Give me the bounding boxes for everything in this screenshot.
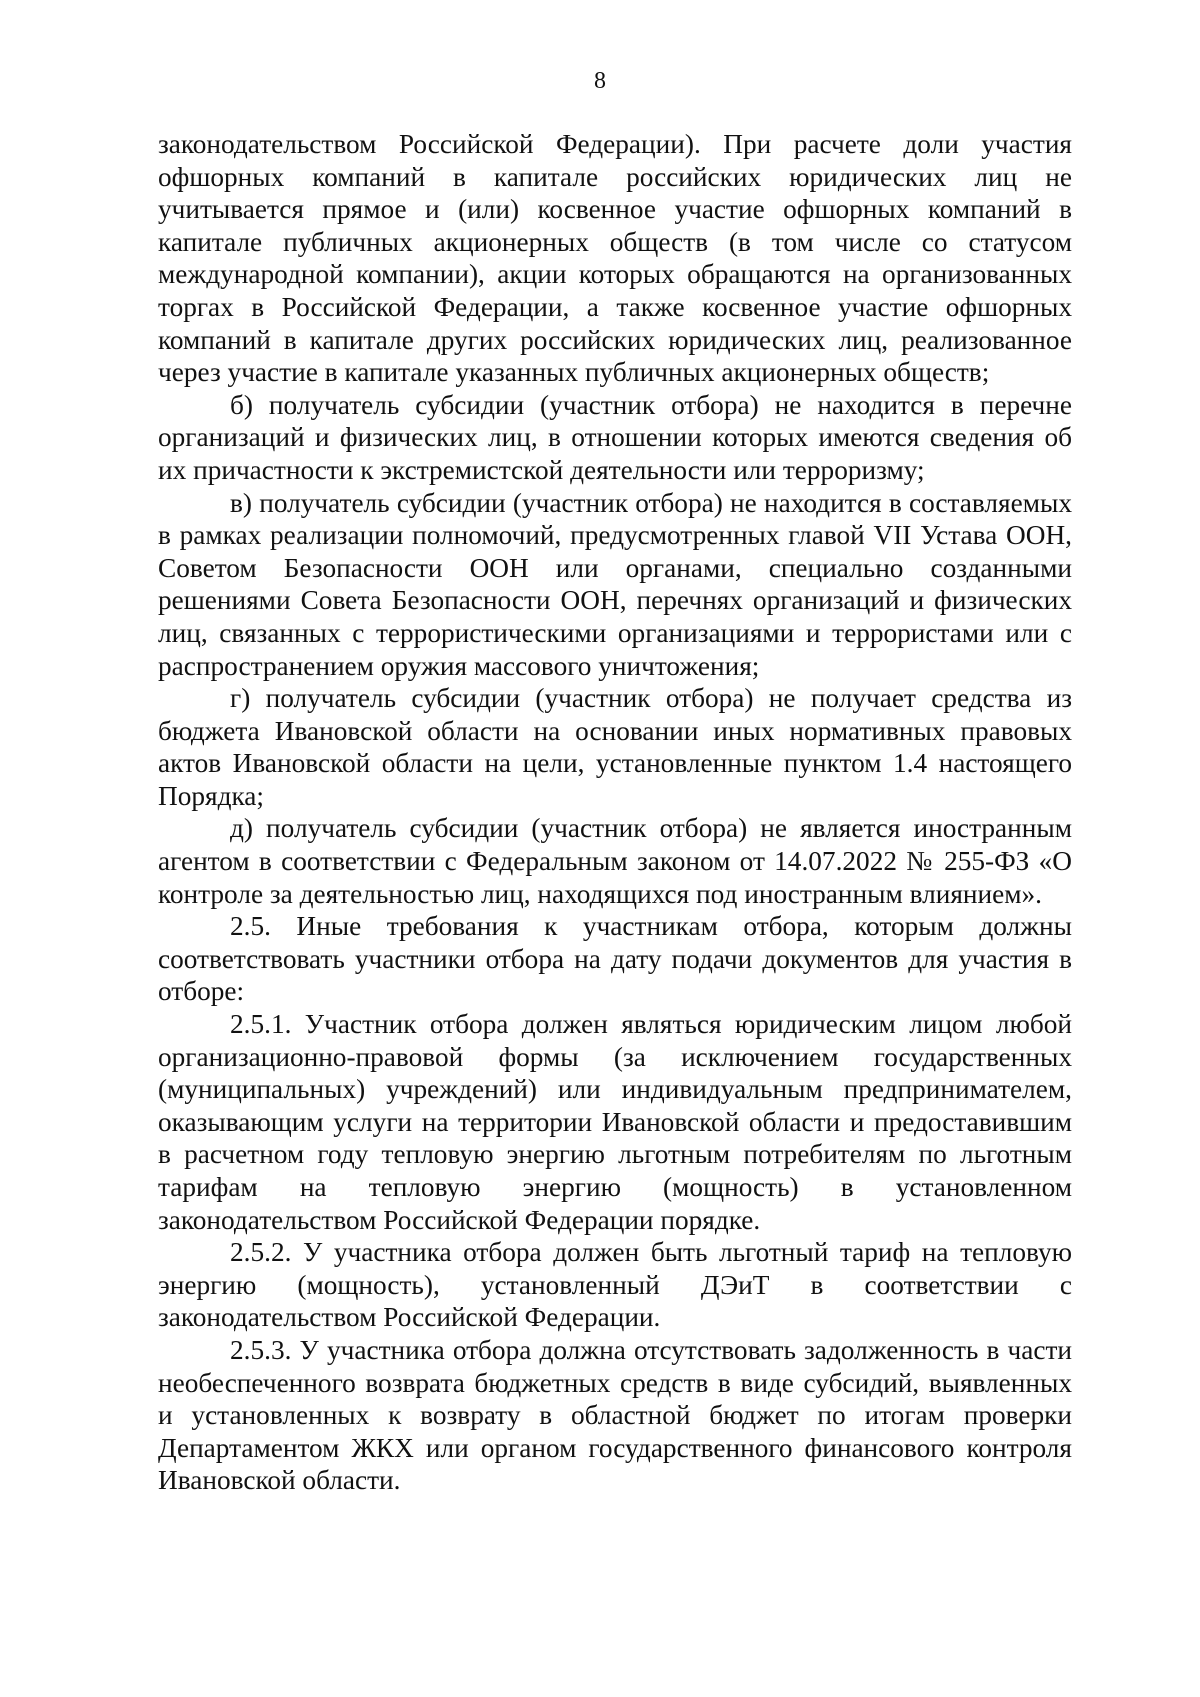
paragraph-2-5-1-legal-entity: 2.5.1. Участник отбора должен являться юридическим лицом любой организационно-правовой формы (за исключением государственных (муниципальных) учреждений) или индивидуальным предпринимателем, оказывающим услуги на территории Ивановской области и предоставившим в расчетном году тепловую энергию льготным потребителям по льготным тарифам на тепловую энергию (мощность) в установленном законодательством Российской Федерации порядке.: [158, 1009, 1072, 1235]
paragraph-2-5-2-preferential-tariff: 2.5.2. У участника отбора должен быть льготный тариф на тепловую энергию (мощность), установленный ДЭиТ в соответствии с законодательством Российской Федерации.: [158, 1237, 1072, 1333]
paragraph-2-5-other-requirements: 2.5. Иные требования к участникам отбора, которым должны соответствовать участники отбора на дату подачи документов для участия в отборе:: [158, 911, 1072, 1007]
paragraph-g-budget-funds: г) получатель субсидии (участник отбора) не получает средства из бюджета Ивановской области на основании иных нормативных правовых актов Ивановской области на цели, установленные пунктом 1.4 настоящего Порядка;: [158, 683, 1072, 811]
paragraph-d-foreign-agent: д) получатель субсидии (участник отбора) не является иностранным агентом в соответствии с Федеральным законом от 14.07.2022 № 255-ФЗ «О контроле за деятельностью лиц, находящихся под иностранным влиянием».: [158, 813, 1072, 909]
paragraph-continuation-offshore: законодательством Российской Федерации). При расчете доли участия офшорных компаний в капитале российских юридических лиц не учитывается прямое и (или) косвенное участие офшорных компаний в капитале публичных акционерных обществ (в том числе со статусом международной компании), акции которых обращаются на организованных торгах в Российской Федерации, а также косвенное участие офшорных компаний в капитале других российских юридических лиц, реализованное через участие в капитале указанных публичных акционерных обществ;: [158, 129, 1072, 388]
paragraph-b-extremism-list: б) получатель субсидии (участник отбора) не находится в перечне организаций и физических лиц, в отношении которых имеются сведения об их причастности к экстремистской деятельности или терроризму;: [158, 389, 1072, 485]
paragraph-v-un-lists: в) получатель субсидии (участник отбора) не находится в составляемых в рамках реализации полномочий, предусмотренных главой VII Устава ООН, Советом Безопасности ООН или органами, специально созданными решениями Совета Безопасности ООН, перечнях организаций и физических лиц, связанных с террористическими организациями и террористами или с распространением оружия массового уничтожения;: [158, 487, 1072, 681]
document-body: [158, 128, 1072, 1497]
page-number: 8: [594, 68, 606, 94]
paragraph-2-5-3-no-debt: 2.5.3. У участника отбора должна отсутствовать задолженность в части необеспеченного возврата бюджетных средств в виде субсидий, выявленных и установленных к возврату в областной бюджет по итогам проверки Департаментом ЖКХ или органом государственного финансового контроля Ивановской области.: [158, 1334, 1072, 1496]
